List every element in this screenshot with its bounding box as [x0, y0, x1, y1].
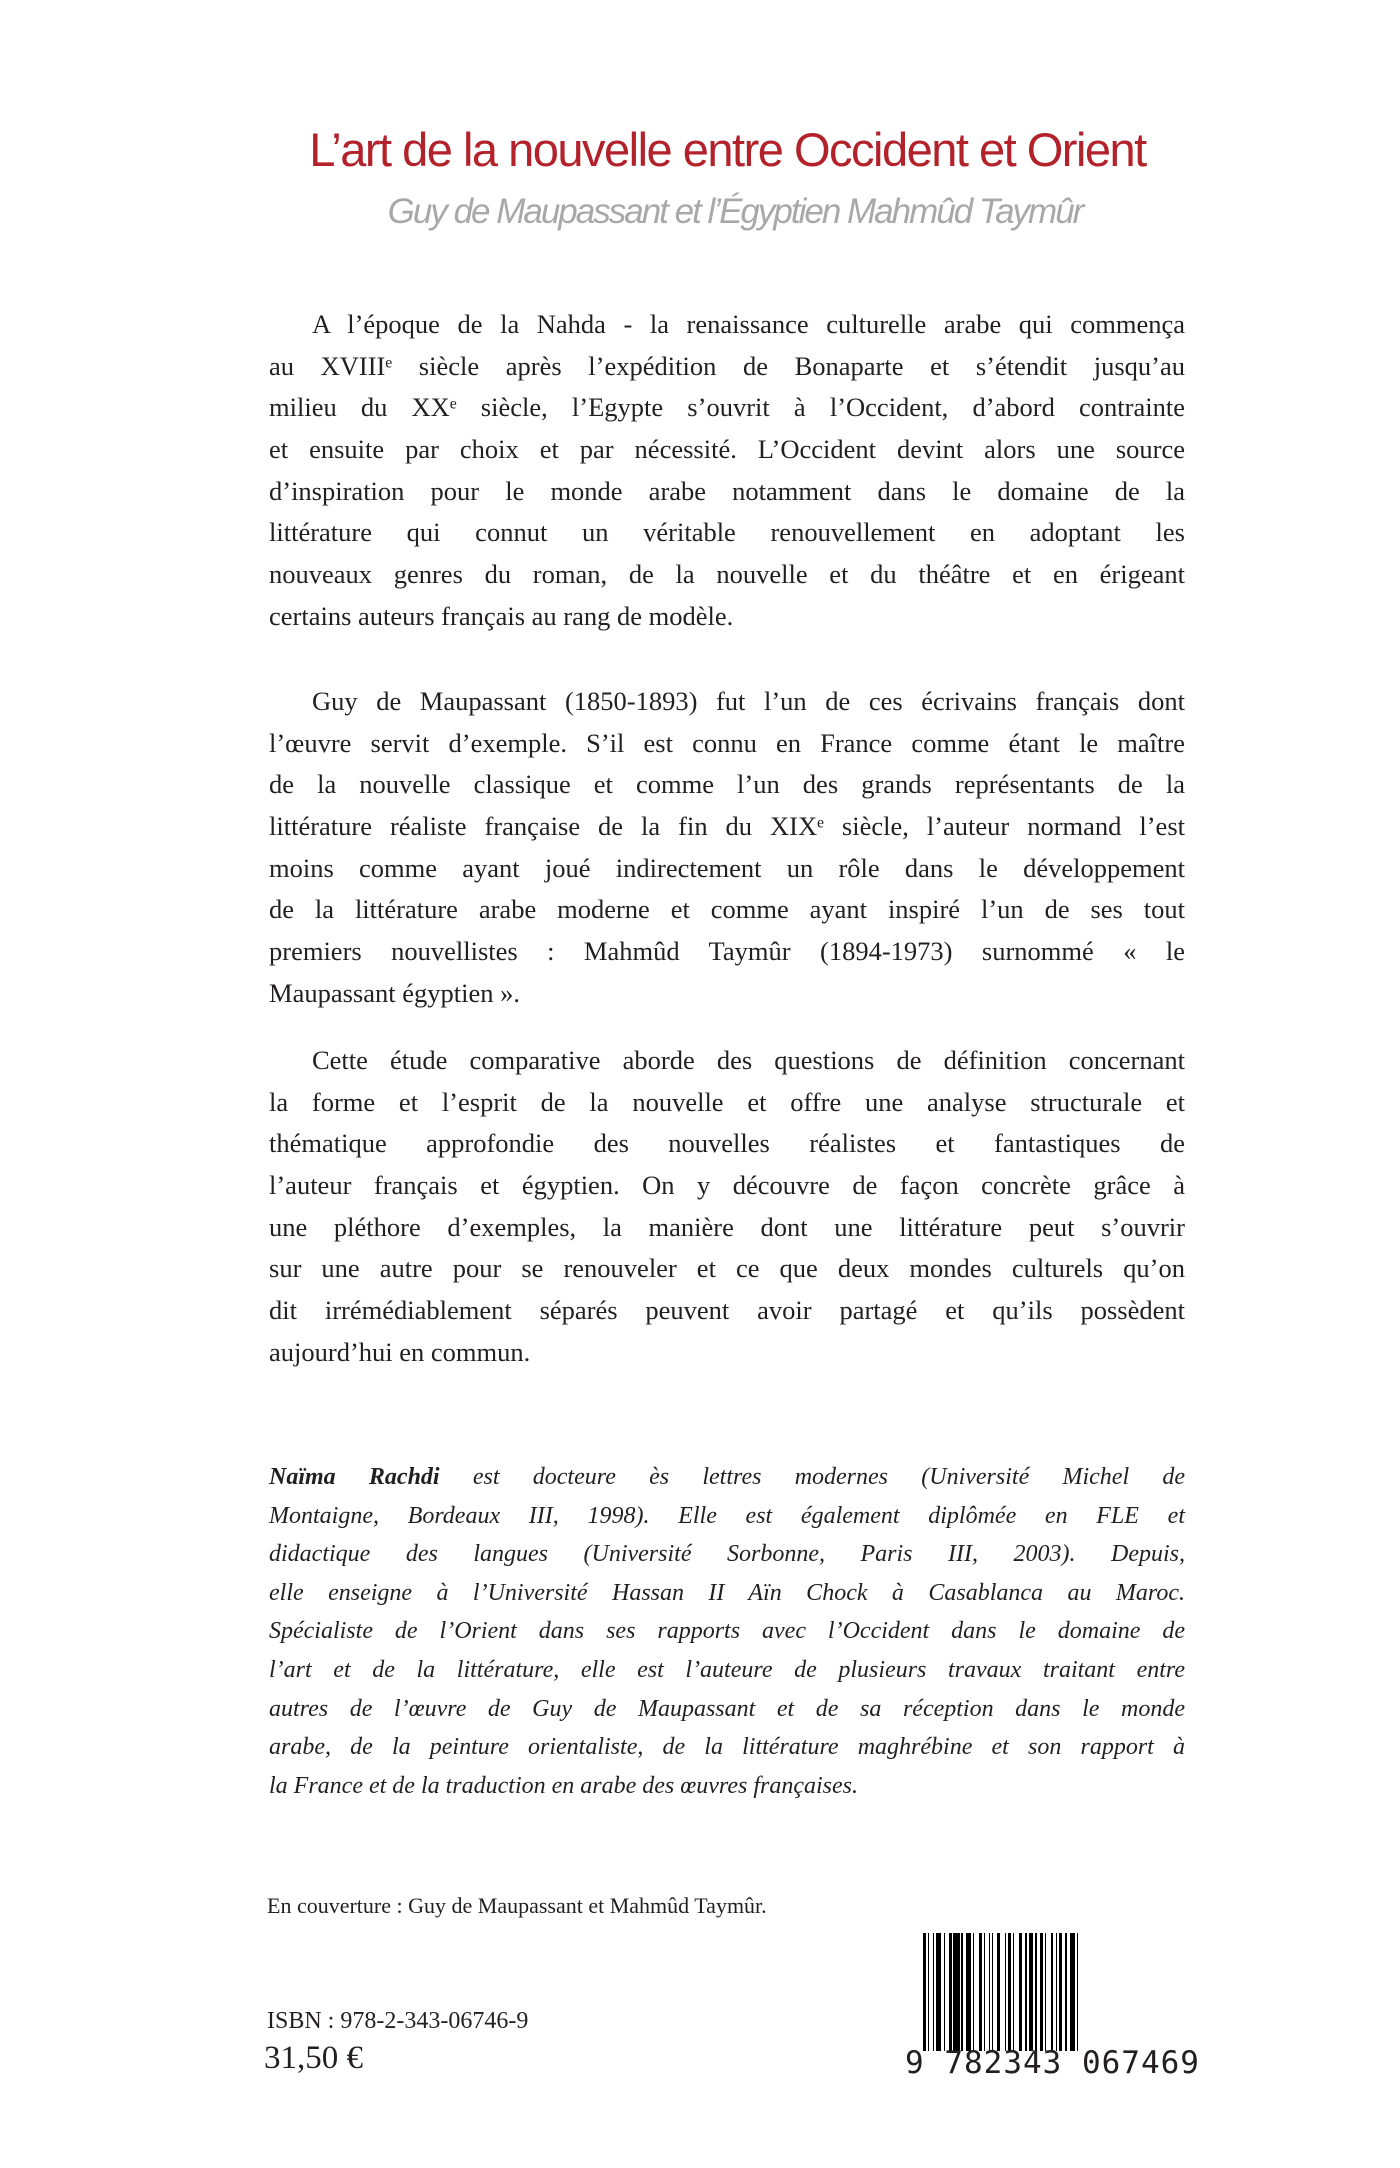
text-line: Montaigne, Bordeaux III, 1998). Elle est également diplômée en FLE et	[269, 1502, 1185, 1529]
barcode-bar	[989, 1933, 991, 2051]
text-line: d’inspiration pour le monde arabe notamment dans le domaine de la	[269, 475, 1185, 506]
text-line: moins comme ayant joué indirectement un rôle dans le développement	[269, 852, 1185, 883]
barcode-bar	[1051, 1933, 1053, 2051]
text-line: de la littérature arabe moderne et comme ayant inspiré l’un de ses tout	[269, 894, 1185, 925]
barcode-bar	[984, 1933, 986, 2051]
barcode-bar	[1005, 1933, 1007, 2051]
barcode-bar	[1008, 1933, 1011, 2051]
text-line: nouveaux genres du roman, de la nouvelle et du théâtre et en érigeant	[269, 559, 1185, 590]
barcode-bar	[997, 1933, 1000, 2051]
barcode-bar	[973, 1933, 975, 2051]
text-line: la France et de la traduction en arabe des œuvres françaises.	[269, 1772, 859, 1799]
price: 31,50 €	[264, 2040, 363, 2076]
text-line: de la nouvelle classique et comme l’un des grands représentants de la	[269, 769, 1185, 800]
text-line: littérature qui connut un véritable renouvellement en adoptant les	[269, 517, 1185, 548]
text-line: l’auteur français et égyptien. On y découvre de façon concrète grâce à	[269, 1170, 1185, 1201]
text-line: l’art et de la littérature, elle est l’auteure de plusieurs travaux traitant entre	[269, 1656, 1185, 1683]
barcode-bar	[1035, 1933, 1037, 2051]
barcode-bar	[1029, 1933, 1034, 2051]
barcode-bar	[933, 1933, 935, 2051]
text-line: Spécialiste de l’Orient dans ses rapports avec l’Occident dans le domaine de	[269, 1618, 1185, 1645]
barcode-bar	[1045, 1933, 1047, 2051]
barcode-bar	[1070, 1933, 1075, 2051]
text-line: thématique approfondie des nouvelles réalistes et fantastiques de	[269, 1128, 1185, 1159]
summary-paragraph-2	[269, 681, 1185, 1015]
isbn: ISBN : 978-2-343-06746-9	[267, 2008, 529, 2034]
text-line: la forme et l’esprit de la nouvelle et offre une analyse structurale et	[269, 1086, 1185, 1117]
text-line: Maupassant égyptien ».	[269, 977, 520, 1008]
barcode-bar	[1019, 1933, 1022, 2051]
barcode-bar	[1077, 1933, 1079, 2051]
barcode	[905, 1933, 1200, 2083]
text-line: une pléthore d’exemples, la manière dont une littérature peut s’ouvrir	[269, 1211, 1185, 1242]
barcode-bars	[923, 1933, 1185, 2051]
text-line: certains auteurs français au rang de modèle.	[269, 600, 734, 631]
text-line	[269, 1458, 1185, 1497]
author-name: Naïma Rachdi	[269, 1464, 440, 1490]
text-line: elle enseigne à l’Université Hassan II Aïn Chock à Casablanca au Maroc.	[269, 1579, 1185, 1606]
text-line: arabe, de la peinture orientaliste, de la littérature maghrébine et son rapport à	[269, 1734, 1185, 1761]
text-line: didactique des langues (Université Sorbonne, Paris III, 2003). Depuis,	[269, 1541, 1185, 1568]
barcode-bar	[1059, 1933, 1062, 2051]
book-subtitle: Guy de Maupassant et l’Égyptien Mahmûd Taymûr	[387, 192, 1083, 231]
barcode-bar	[1056, 1933, 1058, 2051]
barcode-bar	[966, 1933, 971, 2051]
text-line: autres de l’œuvre de Guy de Maupassant et de sa réception dans le monde	[269, 1695, 1185, 1722]
barcode-bar	[979, 1933, 982, 2051]
text-line: aujourd’hui en commun.	[269, 1336, 531, 1367]
book-title: L’art de la nouvelle entre Occident et Orient	[309, 123, 1146, 176]
barcode-bar	[1025, 1933, 1027, 2051]
summary-paragraph-1	[269, 304, 1185, 638]
barcode-bar	[961, 1933, 963, 2051]
barcode-bar	[923, 1933, 926, 2051]
text-line: A l’époque de la Nahda - la renaissance culturelle arabe qui commença	[312, 309, 1185, 339]
text-line: premiers nouvellistes : Mahmûd Taymûr (1894-1973) surnommé « le	[269, 936, 1185, 967]
text-line: au XVIIIᵉ siècle après l’expédition de Bonaparte et s’étendit jusqu’au	[269, 350, 1185, 381]
barcode-bar	[936, 1933, 941, 2051]
barcode-bar	[953, 1933, 959, 2051]
barcode-bar	[944, 1933, 946, 2051]
bio-text: est docteure ès lettres modernes (Université Michel de	[439, 1464, 1186, 1490]
author-bio	[269, 1458, 1185, 1805]
text-line: milieu du XXᵉ siècle, l’Egypte s’ouvrit à l’Occident, d’abord contrainte	[269, 392, 1185, 423]
text-line: et ensuite par choix et par nécessité. L’Occident devint alors une source	[269, 434, 1185, 465]
barcode-bar	[949, 1933, 952, 2051]
barcode-digits: 9 782343 067469	[905, 2045, 1200, 2081]
summary-paragraph-3	[269, 1040, 1185, 1374]
barcode-bar	[1065, 1933, 1067, 2051]
cover-credit: En couverture : Guy de Maupassant et Mahmûd Taymûr.	[267, 1893, 767, 1918]
text-line: Cette étude comparative aborde des questions de définition concernant	[312, 1045, 1185, 1075]
barcode-bar	[1013, 1933, 1015, 2051]
barcode-bar	[928, 1933, 930, 2051]
text-line: littérature réaliste française de la fin du XIXᵉ siècle, l’auteur normand l’est	[269, 811, 1185, 842]
text-line: l’œuvre servit d’exemple. S’il est connu en France comme étant le maître	[269, 727, 1185, 758]
text-line: dit irrémédiablement séparés peuvent avoir partagé et qu’ils possèdent	[269, 1295, 1185, 1326]
barcode-bar	[992, 1933, 994, 2051]
barcode-bar	[1040, 1933, 1043, 2051]
text-line: Guy de Maupassant (1850-1893) fut l’un de ces écrivains français dont	[312, 686, 1185, 716]
text-line: sur une autre pour se renouveler et ce que deux mondes culturels qu’on	[269, 1253, 1185, 1284]
